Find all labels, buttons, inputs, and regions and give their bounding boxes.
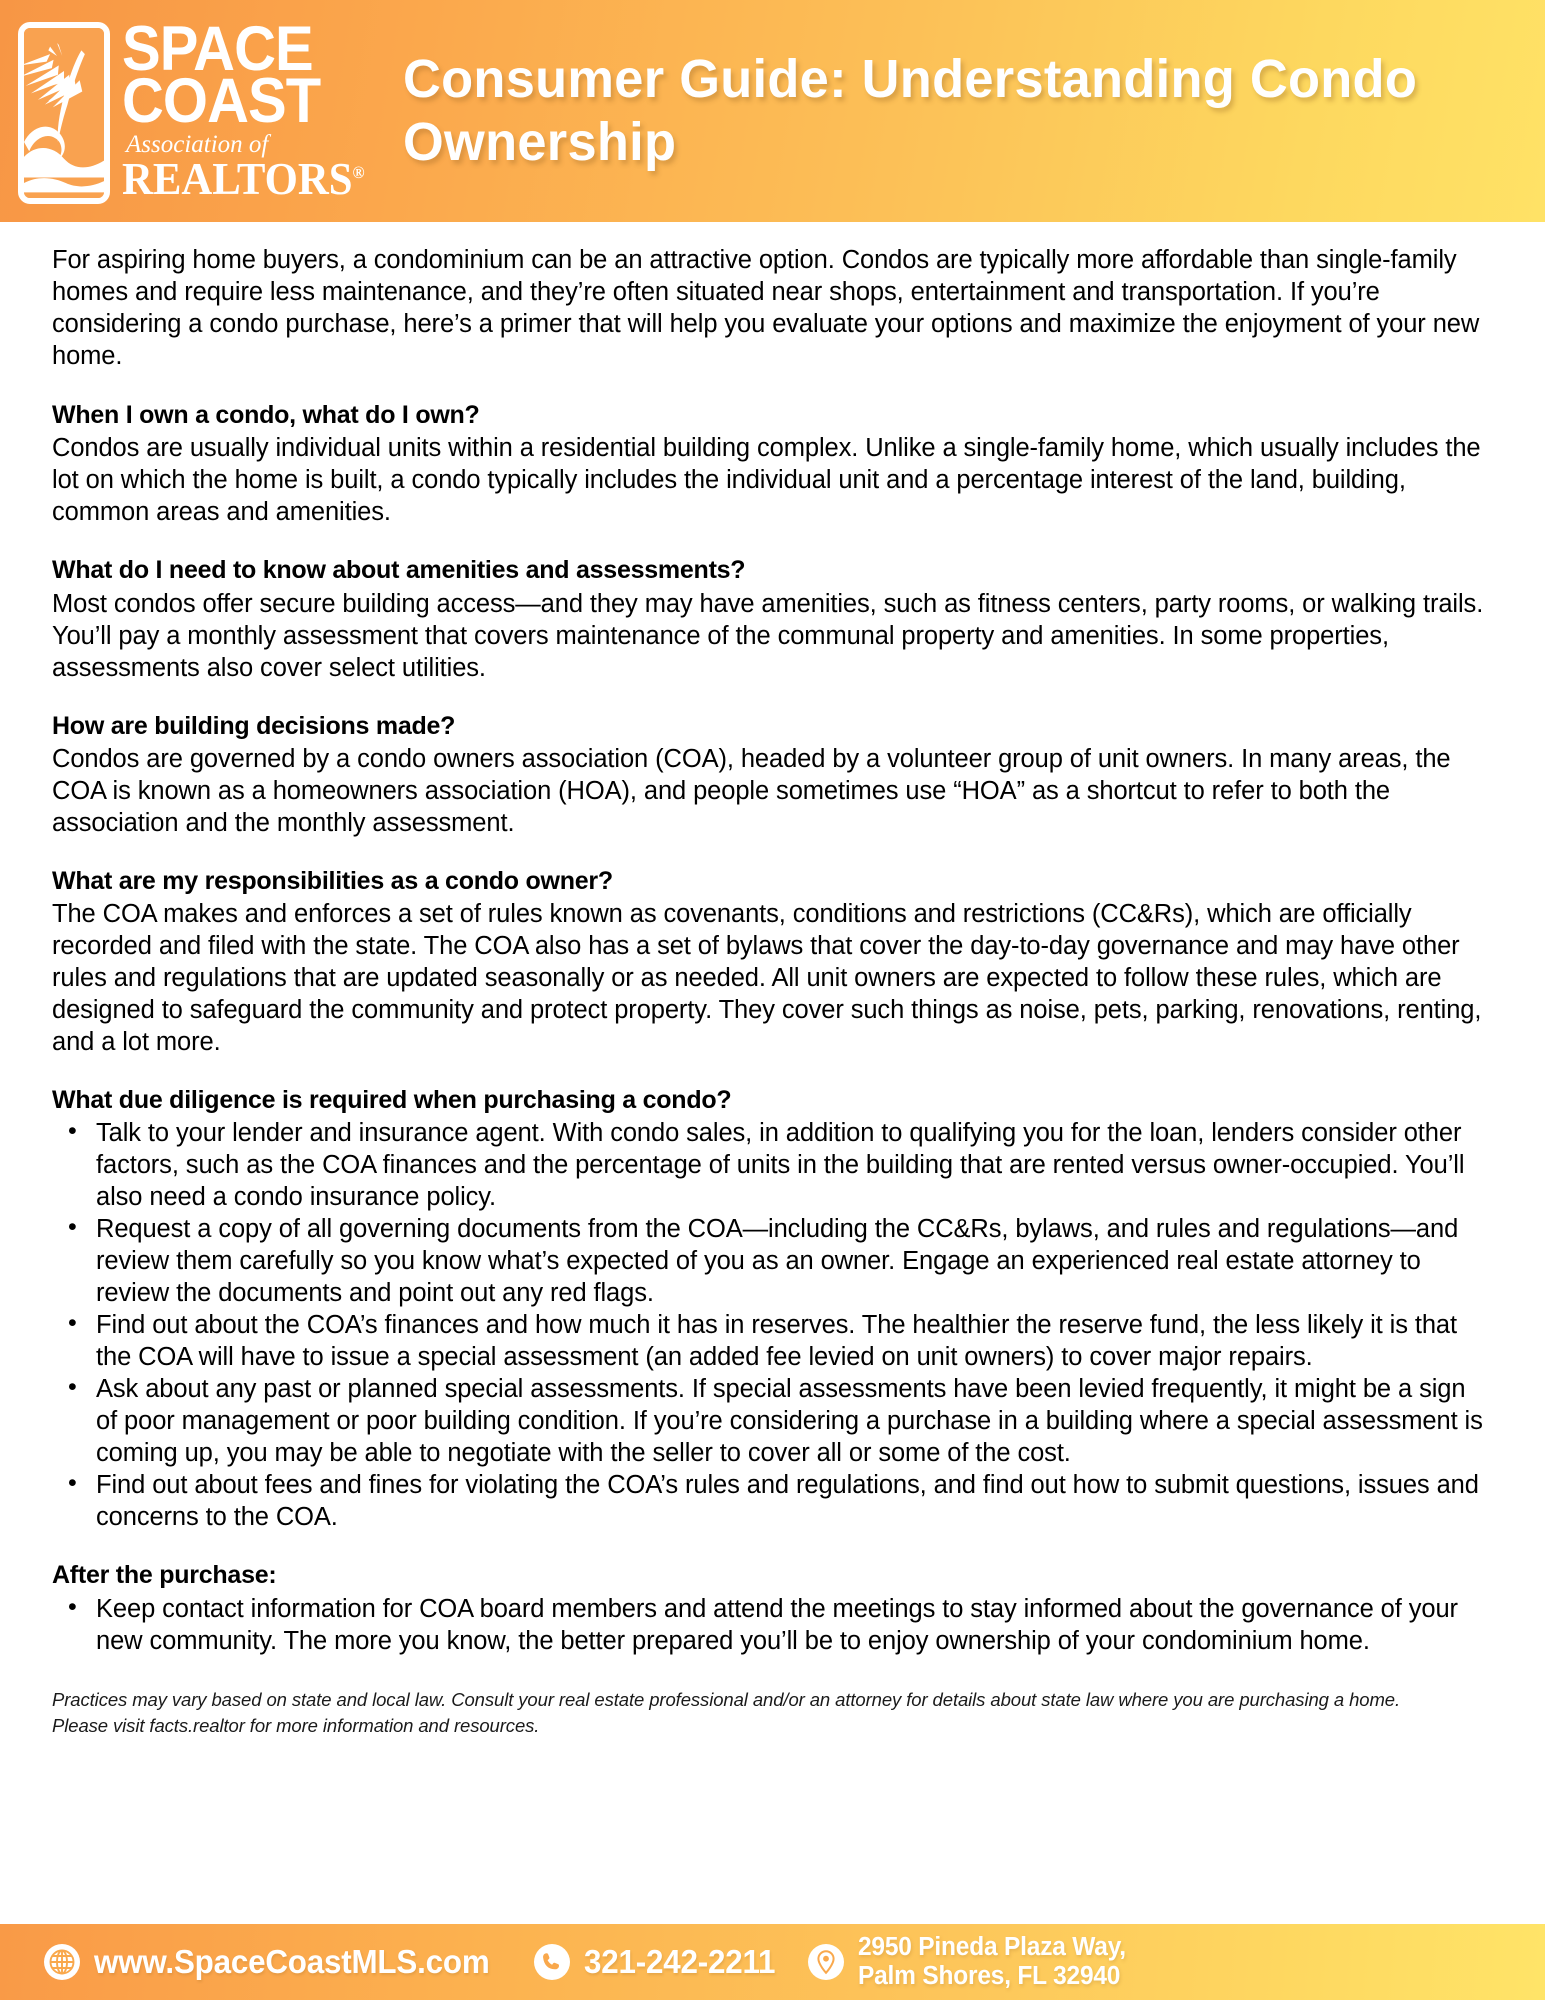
section-paragraph: Condos are usually individual units within a residential building complex. Unlike a single-family home, which usually includes the lot on which the home is built, a condo typically includes the individual unit and a percentage interest of the land, building, common areas and amenities.: [52, 434, 1481, 527]
section-own-a-condo: [52, 400, 1493, 528]
section-heading: When I own a condo, what do I own?: [52, 401, 480, 429]
registered-mark: ®: [352, 163, 365, 183]
disclaimer-text: Practices may vary based on state and local law. Consult your real estate professional and/or an attorney for details about state law where you are purchasing a home. Please visit facts.realtor for more information and resources.: [52, 1688, 1401, 1736]
section-after-purchase: [52, 1560, 1493, 1656]
list-item: • Find out about fees and fines for violating the COA’s rules and regulations, and find out how to submit questions, issues and concerns to the COA.: [52, 1469, 1493, 1533]
footer-address: [808, 1933, 1137, 1991]
list-item: • Talk to your lender and insurance agent. With condo sales, in addition to qualifying you for the loan, lenders consider other factors, such as the COA finances and the percentage of units in the building that are rented versus owner-occupied. You’ll also need a condo insurance policy.: [52, 1117, 1493, 1213]
address-label: [858, 1933, 1126, 1991]
section-heading: After the purchase:: [52, 1561, 277, 1590]
section-heading: What do I need to know about amenities and assessments?: [52, 556, 746, 585]
space-coast-realtors-logo: [18, 13, 377, 205]
address-line-2: Palm Shores, FL 32940: [857, 1962, 1120, 1990]
address-line-1: 2950 Pineda Plaza Way,: [857, 1933, 1126, 1962]
logo-wordmark: [122, 13, 377, 205]
due-diligence-list: [52, 1117, 1493, 1533]
logo-space-text: SPACE: [122, 13, 313, 84]
list-item: • Find out about the COA’s finances and how much it has in reserves. The healthier the reserve fund, the less likely it is that the COA will have to issue a special assessment (an added fee levied on unit owners) to cover major repairs.: [52, 1309, 1493, 1373]
intro-paragraph: For aspiring home buyers, a condominium can be an attractive option. Condos are typically more affordable than single-family homes and require less maintenance, and they’re often situated near shops, entertainment and transportation. If you’re considering a condo purchase, here’s a primer that will help you evaluate your options and maximize the enjoyment of your new home.: [52, 246, 1480, 370]
location-pin-icon: [808, 1944, 844, 1980]
list-item: • Keep contact information for COA board members and attend the meetings to stay informed about the governance of your new community. The more you know, the better prepared you’ll be to enjoy ownership of your condominium home.: [52, 1593, 1493, 1657]
logo-realtors-word: REALTORS: [122, 154, 353, 205]
footer-website[interactable]: [44, 1943, 510, 1981]
logo-association-text: Association of: [126, 131, 269, 159]
section-paragraph: Most condos offer secure building access—and they may have amenities, such as fitness centers, party rooms, or walking trails. You’ll pay a monthly assessment that covers maintenance of the communal property and amenities. In some properties, assessments also cover select utilities.: [52, 589, 1484, 682]
logo-realtors-text: [122, 154, 365, 205]
footer-phone[interactable]: [534, 1943, 785, 1981]
phone-label: 321-242-2211: [584, 1943, 776, 1980]
section-building-decisions: [52, 711, 1493, 839]
globe-icon: [44, 1944, 80, 1980]
document-body: [0, 222, 1545, 1924]
section-responsibilities: [52, 866, 1493, 1058]
section-paragraph: Condos are governed by a condo owners association (COA), headed by a volunteer group of unit owners. In many areas, the COA is known as a homeowners association (HOA), and people sometimes use “HOA” as a shortcut to refer to both the association and the monthly assessment.: [52, 744, 1451, 837]
phone-icon: [534, 1944, 570, 1980]
section-paragraph: The COA makes and enforces a set of rules known as covenants, conditions and restrictions (CC&Rs), which are officially recorded and filed with the state. The COA also has a set of bylaws that cover the day-to-day governance and may have other rules and regulations that are updated seasonally or as needed. All unit owners are expected to follow these rules, which are designed to safeguard the community and protect property. They cover such things as noise, pets, parking, renovations, renting, and a lot more.: [52, 900, 1482, 1056]
page-title: Consumer Guide: Understanding Condo Ownership: [403, 48, 1418, 172]
section-heading: How are building decisions made?: [52, 711, 456, 740]
section-due-diligence: [52, 1085, 1493, 1533]
page-footer: [0, 1924, 1545, 2000]
section-heading: What are my responsibilities as a condo owner?: [52, 866, 613, 895]
sun-bird-wave-emblem-icon: [18, 22, 110, 204]
section-heading: What due diligence is required when purchasing a condo?: [52, 1086, 732, 1114]
list-item: • Ask about any past or planned special assessments. If special assessments have been levied frequently, it might be a sign of poor management or poor building condition. If you’re considering a purchase in a building where a special assessment is coming up, you may be able to negotiate with the seller to cover all or some of the cost.: [52, 1373, 1493, 1469]
list-item: • Request a copy of all governing documents from the COA—including the CC&Rs, bylaws, and rules and regulations—and review them carefully so you know what’s expected of you as an owner. Engage an experienced real estate attorney to review the documents and point out any red flags.: [52, 1213, 1493, 1309]
website-label: www.SpaceCoastMLS.com: [94, 1943, 490, 1980]
page-header: [0, 0, 1545, 222]
logo-coast-text: COAST: [122, 65, 321, 136]
section-amenities-assessments: [52, 555, 1493, 683]
after-purchase-list: [52, 1593, 1493, 1657]
